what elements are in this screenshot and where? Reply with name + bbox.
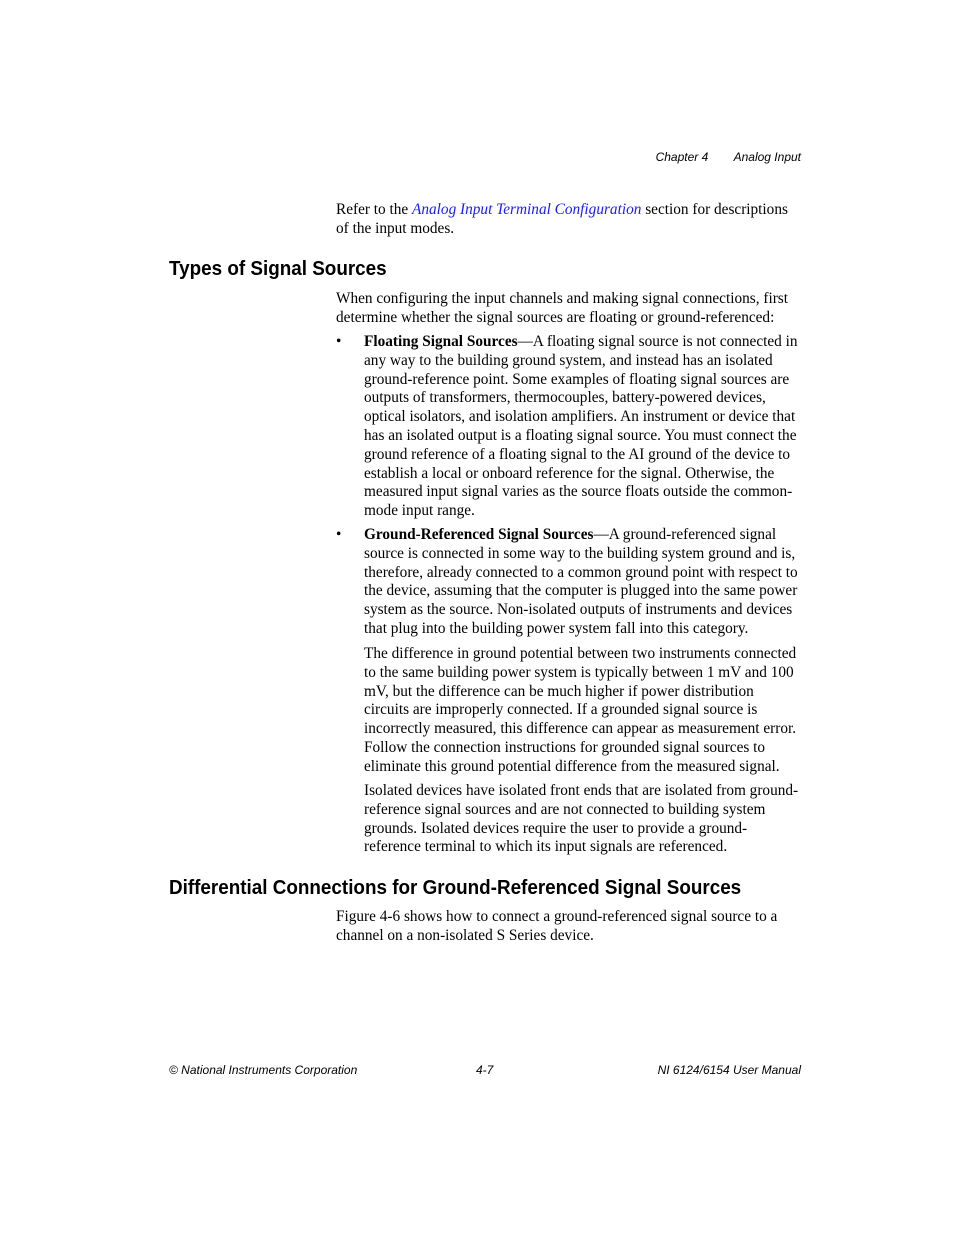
bullet-ground-referenced [336,526,802,639]
header-section: Analog Input [733,150,801,164]
section2-text: Figure 4-6 shows how to connect a ground-referenced signal source to a channel on a non-isolated S Series device. [336,908,778,944]
section-heading-types: Types of Signal Sources [169,257,387,280]
terminal-config-link[interactable]: Analog Input Terminal Configuration [412,201,642,218]
bullet-icon: • [336,526,342,543]
section2-paragraph [336,908,796,946]
bullet-term: Floating Signal Sources [364,333,518,350]
footer-copyright: © National Instruments Corporation [169,1063,358,1077]
bullet-text: —A floating signal source is not connected in any way to the building ground system, and instead has an isolated ground-reference point. Some examples of floating signal sources are outputs of transformers, thermocouples, battery-powered devices, optical isolators, and isolation amplifiers. An instrument or device that has an isolated output is a floating signal source. You must connect the ground reference of a floating signal to the AI ground of the device to establish a local or onboard reference for the signal. Otherwise, the measured input signal varies as the source floats outside the common-mode input range. [364,333,798,520]
bullet-content [364,526,802,639]
intro-suffix: section for descriptions of the input modes. [336,201,788,237]
footer-page-number: 4-7 [476,1063,494,1077]
bullet-content [364,333,802,521]
header-chapter: Chapter 4 [655,150,709,164]
bullet-floating [336,333,802,521]
intro-prefix: Refer to the [336,201,413,218]
intro-paragraph [336,201,802,239]
bullet-term: Ground-Referenced Signal Sources [364,526,594,543]
footer-manual-title: NI 6124/6154 User Manual [657,1063,801,1077]
section1-intro-text: When configuring the input channels and making signal connections, first determine whether the signal sources are floating or ground-referenced: [336,290,788,326]
section1-intro [336,290,804,328]
running-header [656,150,801,164]
bullet-text: —A ground-referenced signal source is connected in some way to the building system ground and is, therefore, already connected to a common ground point with respect to the device, assuming that the computer is plugged into the same power system as the source. Non-isolated outputs of instruments and devices that plug into the building power system fall into this category. [364,526,798,637]
isolated-devices-paragraph: Isolated devices have isolated front ends that are isolated from ground-reference signal sources and are not connected to building system grounds. Isolated devices require the user to provide a ground-reference terminal to which its input signals are referenced. [364,782,799,856]
bullet-icon: • [336,333,342,350]
section-heading-differential: Differential Connections for Ground-Referenced Signal Sources [169,876,742,899]
ground-difference-paragraph: The difference in ground potential between two instruments connected to the same building power system is typically between 1 mV and 100 mV, but the difference can be much higher if power distribution circuits are improperly connected. If a grounded signal source is incorrectly measured, this difference can appear as measurement error. Follow the connection instructions for grounded signal sources to eliminate this ground potential difference from the measured signal. [364,645,797,775]
